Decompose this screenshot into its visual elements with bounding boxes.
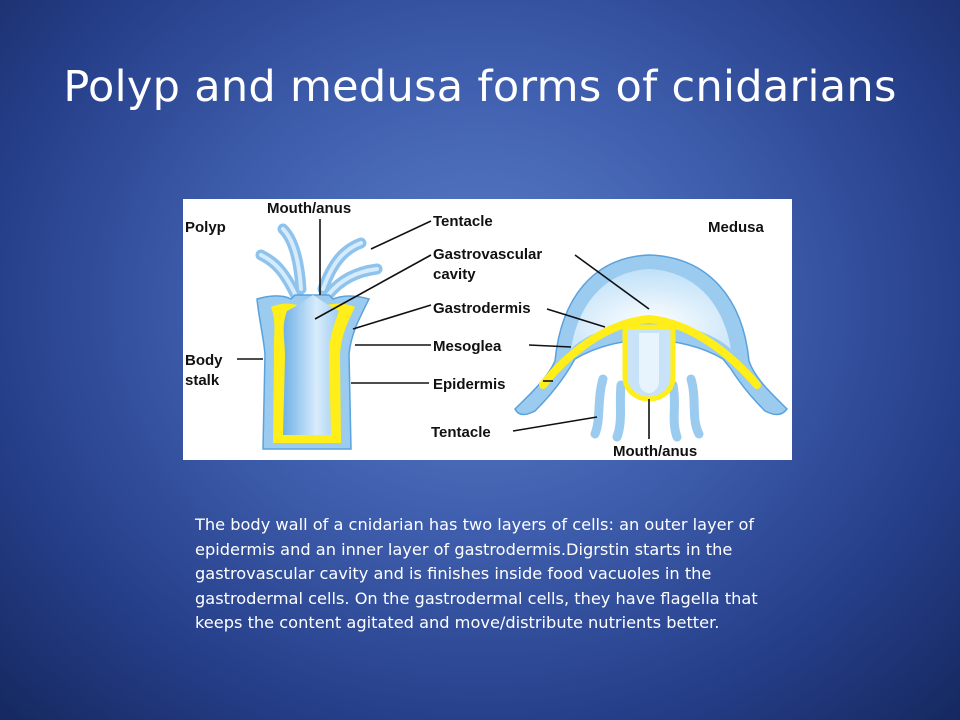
diagram-svg [183,199,792,460]
label-gastrovascular-2: cavity [433,266,476,283]
label-gastrovascular-1: Gastrovascular [433,246,543,263]
label-mouth-anus-top: Mouth/anus [267,200,352,217]
polyp-label: Polyp [185,219,226,236]
label-gastrodermis: Gastrodermis [433,300,531,317]
polyp-drawing [257,229,377,449]
label-mouth-anus-bottom: Mouth/anus [613,443,698,460]
slide-body-text: The body wall of a cnidarian has two layers of cells: an outer layer of epidermis and an inner layer of gastrodermis.Digrstin starts in the gastrovascular cavity and is finishes inside food vacuoles in the gastrodermal cells. On the gastrodermal cells, they have flagella that keeps the content agitated and move/distribute nutrients better. [195,515,758,632]
polyp-tentacle [261,229,377,294]
label-tentacle-top: Tentacle [433,213,493,230]
label-body-2: stalk [185,372,220,389]
slide-title: Polyp and medusa forms of cnidarians [63,62,897,112]
leader-tentacle-top [371,221,431,249]
label-body-1: Body [185,352,223,369]
leader-tentacle-bottom [513,417,597,431]
label-mesoglea: Mesoglea [433,338,502,355]
medusa-label: Medusa [708,219,764,236]
cnidarian-diagram [183,199,792,460]
label-tentacle-bottom: Tentacle [431,424,491,441]
label-epidermis: Epidermis [433,376,506,393]
